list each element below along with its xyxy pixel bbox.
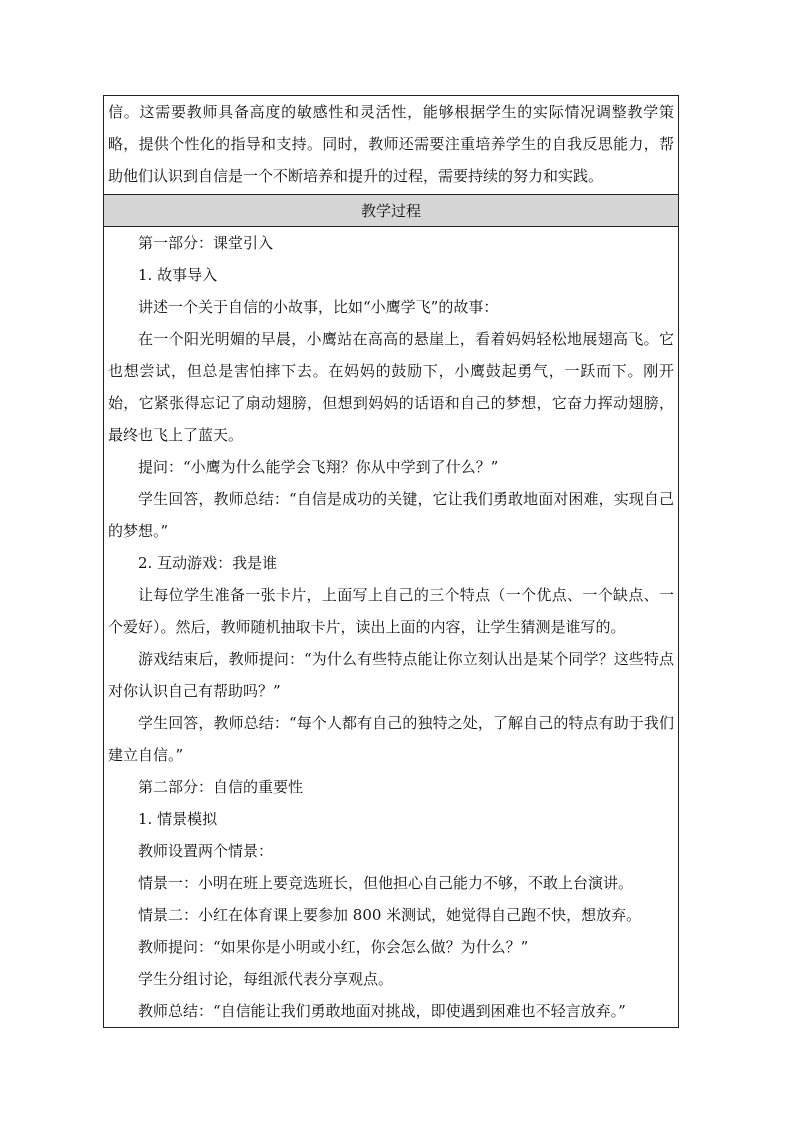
scenario-summary: 教师总结：“自信能让我们勇敢地面对挑战，即使遇到困难也不轻言放弃。” xyxy=(138,1002,626,1020)
section-header-row xyxy=(104,195,679,227)
story-intro-text: 讲述一个关于自信的小故事，比如“小鹰学飞”的故事： xyxy=(138,298,499,316)
scenario-discussion: 学生分组讨论，每组派代表分享观点。 xyxy=(138,970,394,988)
process-row xyxy=(104,227,679,1028)
scenario-intro: 教师设置两个情景： xyxy=(138,842,274,860)
scenario-two: 情景二：小红在体育课上要参加 800 米测试，她觉得自己跑不快，想放弃。 xyxy=(138,906,642,924)
part-one-heading: 第一部分：课堂引入 xyxy=(138,234,274,252)
process-cell xyxy=(104,227,679,1028)
game-instructions: 让每位学生准备一张卡片，上面写上自己的三个特点（一个优点、一个缺点、一个爱好）。然后，教师随机抽取卡片，读出上面的内容，让学生猜测是谁写的。 xyxy=(108,586,674,636)
process-content xyxy=(108,227,674,1027)
story-intro-heading: 1. 故事导入 xyxy=(138,266,218,284)
game-question: 游戏结束后，教师提问：“为什么有些特点能让你立刻认出是某个同学？这些特点对你认识自己有帮助吗？” xyxy=(108,650,674,700)
story-paragraph: 在一个阳光明媚的早晨，小鹰站在高高的悬崖上，看着妈妈轻松地展翅高飞。它也想尝试，但总是害怕摔下去。在妈妈的鼓励下，小鹰鼓起勇气，一跃而下。刚开始，它紧张得忘记了扇动翅膀，但想到妈妈的话语和自己的梦想，它奋力挥动翅膀，最终也飞上了蓝天。 xyxy=(108,330,674,444)
scenario-question: 教师提问：“如果你是小明或小红，你会怎么做？为什么？” xyxy=(138,938,529,956)
game-heading: 2. 互动游戏：我是谁 xyxy=(138,554,278,572)
intro-row xyxy=(104,96,679,195)
section-header: 教学过程 xyxy=(104,195,679,227)
lesson-plan-table xyxy=(103,95,679,1028)
intro-text: 信。这需要教师具备高度的敏感性和灵活性，能够根据学生的实际情况调整教学策略，提供个性化的指导和支持。同时，教师还需要注重培养学生的自我反思能力，帮助他们认识到自信是一个不断培养和提升的过程，需要持续的努力和实践。 xyxy=(108,103,674,185)
game-summary: 学生回答，教师总结：“每个人都有自己的独特之处，了解自己的特点有助于我们建立自信。” xyxy=(108,714,674,764)
story-question: 提问：“小鹰为什么能学会飞翔？你从中学到了什么？” xyxy=(138,458,499,476)
story-summary: 学生回答，教师总结：“自信是成功的关键，它让我们勇敢地面对困难，实现自己的梦想。” xyxy=(108,490,674,540)
scenario-one: 情景一：小明在班上要竞选班长，但他担心自己能力不够，不敢上台演讲。 xyxy=(138,874,634,892)
part-two-heading: 第二部分：自信的重要性 xyxy=(138,778,304,796)
scenario-heading: 1. 情景模拟 xyxy=(138,810,218,828)
intro-cell xyxy=(104,96,679,195)
